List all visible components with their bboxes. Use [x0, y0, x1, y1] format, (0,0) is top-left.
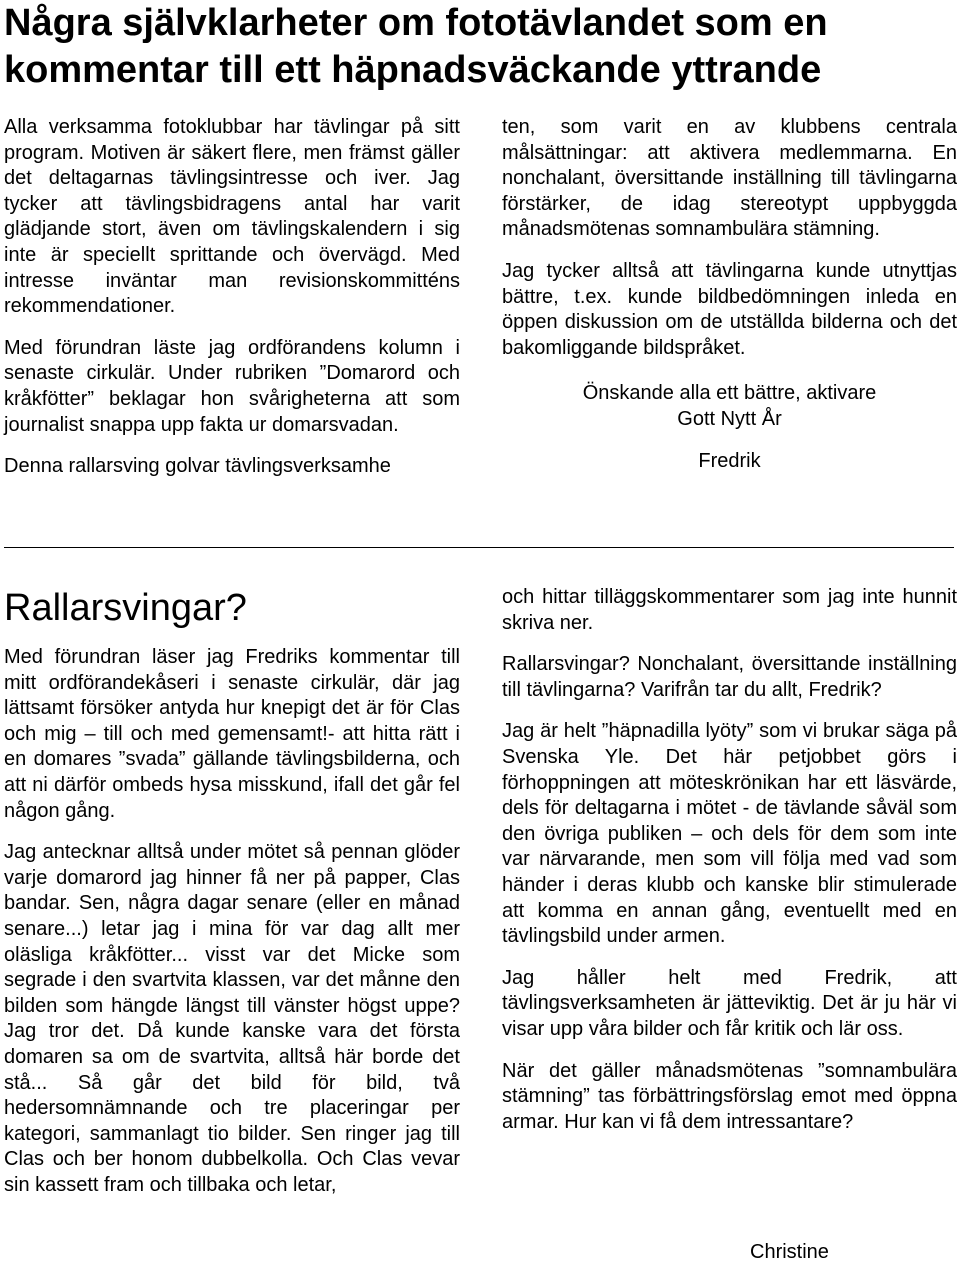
- paragraph: Jag tycker alltså att tävlingarna kunde utnyttjas bättre, t.ex. kunde bildbedömningen inleda en öppen diskussion om de utställda bilderna och det bakomliggande bildspråket.: [502, 259, 957, 359]
- article2-left-column: [4, 645, 460, 1214]
- signature: Fredrik: [698, 449, 761, 472]
- paragraph: Med förundran läser jag Fredriks kommentar till mitt ordförandekåseri i senaste cirkulär, där jag lättsamt försöker antyda hur knepigt det är för Clas och mig – till och med gemensamt!- att hitta rätt i en domares ”svada” gällande tävlingsbilderna, och att ni därför ombeds hysa misskund, ifall det går fel någon gång.: [4, 646, 460, 822]
- paragraph: Alla verksamma fotoklubbar har tävlingar på sitt program. Motiven är säkert flere, men främst gäller det deltagarnas tävlingsintresse och iver. Jag tycker att tävlingsbidragens antal har varit glädjande stort, även om tävlingskalendern i sig inte är speciellt sprittande och övervägd. Med intresse inväntar man revisionskommitténs rekommendationer.: [4, 116, 460, 318]
- closing-line: Önskande alla ett bättre, aktivare: [582, 382, 877, 405]
- article1-left-column: [4, 115, 460, 496]
- article-title: Rallarsvingar?: [4, 587, 247, 629]
- paragraph: Jag antecknar alltså under mötet så pennan glöder varje domarord jag hinner få ner på papper, Clas bandar. Sen, några dagar senare (eller en månad senare...) letar jag i mina för var dag allt mer oläsliga kråkfötter... visst var det Micke som segrade i den svartvita klassen, var det månne den bilden som hängde längst till vänster högst uppe? Jag tror det. Då kunde kanske vara det första domaren sa om de svartvita, alltså här borde det stå... Så går det bild för bild, två hedersomnämnande och tre placeringar per kategori, sammanlagt tio bilder. Sen ringer jag till Clas och ber honom dubbelkolla. Och Clas vevar sin kassett fram och tillbaka och letar,: [4, 841, 460, 1196]
- paragraph: Med förundran läste jag ordförandens kolumn i senaste cirkulär. Under rubriken ”Domarord och kråkfötter” beklagar hon svårigheterna att som journalist snappa upp fakta ur domarsvadan.: [4, 336, 460, 436]
- article1-right-column: [502, 115, 957, 490]
- paragraph: När det gäller månadsmötenas ”somnambulära stämning” tas förbättringsförslag emot med öppna armar. Hur kan vi få dem intressantare?: [502, 1059, 957, 1133]
- closing-line: Gott Nytt År: [677, 407, 782, 430]
- paragraph: ten, som varit en av klubbens centrala målsättningar: att aktivera medlemmarna. En nonchalant, översittande inställning till tävlingarna förstärker, de idag stereotypt uppbyggda månadsmötenas somnambulära stämning.: [502, 116, 957, 241]
- paragraph: Jag håller helt med Fredrik, att tävlingsverksamheten är jätteviktig. Det är ju här vi visar upp våra bilder och får kritik och lär oss.: [502, 966, 957, 1040]
- article2-right-column: [502, 585, 957, 1151]
- paragraph: och hittar tilläggskommentarer som jag inte hunnit skriva ner.: [502, 586, 957, 634]
- paragraph: Rallarsvingar? Nonchalant, översittande inställning till tävlingarna? Varifrån tar du allt, Fredrik?: [502, 653, 957, 701]
- paragraph: Denna rallarsving golvar tävlingsverksamhe: [4, 455, 391, 478]
- article-title: Några självklarheter om fototävlandet som en kommentar till ett häpnadsväckande yttrande: [4, 2, 828, 91]
- signature: Christine: [750, 1241, 829, 1263]
- section-divider: [4, 547, 954, 548]
- paragraph: Jag är helt ”häpnadilla lyöty” som vi brukar säga på Svenska Yle. Det här petjobbet görs i förhoppningen att möteskrönikan har ett läsvärde, dels för deltagarna i mötet - de tävlande såväl som den övriga publiken – och dels för dem som inte var närvarande, men som vill följa med vad som händer i deras klubb och kanske blir stimulerade att komma en annan gång, eventuellt med en tävlingsbild under armen.: [502, 720, 957, 948]
